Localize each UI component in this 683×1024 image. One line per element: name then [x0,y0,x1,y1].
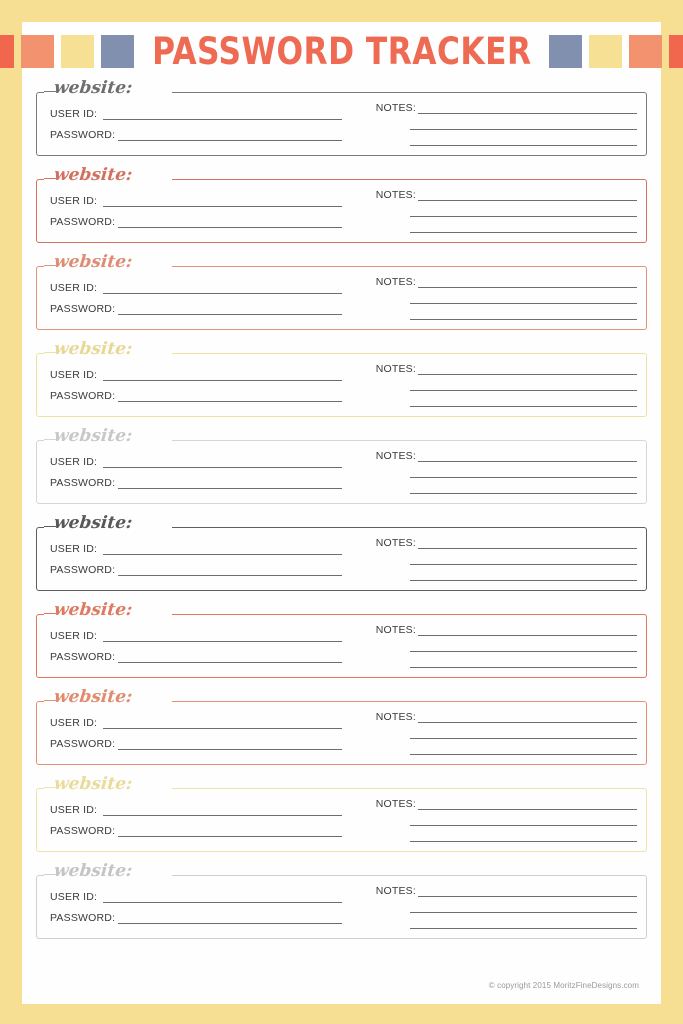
user-id-field-row [50,892,354,903]
password-field-row [50,826,354,837]
notes-column [354,527,647,591]
notes-column [354,353,647,417]
password-entry-row [36,863,647,939]
notes-line-row [376,658,637,668]
credentials-column [36,527,354,591]
password-entry-row [36,515,647,591]
user-id-write-line[interactable] [103,632,342,642]
website-label: website: [53,600,134,620]
website-label: website: [53,774,134,794]
user-id-write-line[interactable] [103,806,342,816]
notes-line-row [376,745,637,755]
notes-line-row [376,712,637,723]
entry-content [36,788,647,852]
user-id-write-line[interactable] [103,110,342,120]
notes-line-row [376,729,637,739]
user-id-field-row [50,805,354,816]
notes-line-row [376,555,637,565]
password-write-line[interactable] [118,566,342,576]
header-squares-left [0,35,134,68]
notes-write-line[interactable] [410,310,637,320]
square-yellow [589,35,622,68]
header-squares-right [549,35,683,68]
website-label: website: [53,426,134,446]
user-id-field-row [50,370,354,381]
password-field-row [50,565,354,576]
notes-label: NOTES: [375,189,417,201]
password-label: PASSWORD: [50,738,116,750]
credentials-column [36,788,354,852]
entry-content [36,353,647,417]
user-id-label: USER ID: [50,369,98,381]
square-yellow [61,35,94,68]
user-id-label: USER ID: [50,717,98,729]
user-id-field-row [50,457,354,468]
entry-content [36,179,647,243]
password-write-line[interactable] [118,827,342,837]
notes-write-line[interactable] [418,191,637,201]
notes-label: NOTES: [375,885,417,897]
notes-line-row [376,136,637,146]
user-id-field-row [50,196,354,207]
password-write-line[interactable] [118,218,342,228]
user-id-field-row [50,718,354,729]
password-entry-row [36,167,647,243]
square-salmon [21,35,54,68]
notes-write-line[interactable] [410,294,637,304]
notes-line-row [376,816,637,826]
password-field-row [50,391,354,402]
credentials-column [36,875,354,939]
credentials-column [36,353,354,417]
notes-label: NOTES: [375,711,417,723]
user-id-field-row [50,544,354,555]
notes-label: NOTES: [375,363,417,375]
website-label: website: [53,252,134,272]
password-write-line[interactable] [118,479,342,489]
page-header [22,22,661,80]
notes-line-row [376,397,637,407]
copyright-notice: © copyright 2015 MoritzFineDesigns.com [488,981,639,990]
user-id-label: USER ID: [50,891,98,903]
notes-write-line[interactable] [410,381,637,391]
password-entry-row [36,602,647,678]
user-id-write-line[interactable] [103,284,342,294]
notes-line-row [376,642,637,652]
notes-write-line[interactable] [418,104,637,114]
credentials-column [36,179,354,243]
notes-write-line[interactable] [418,365,637,375]
notes-write-line[interactable] [418,800,637,810]
notes-label: NOTES: [375,798,417,810]
user-id-write-line[interactable] [103,545,342,555]
notes-column [354,92,647,156]
website-label: website: [53,339,134,359]
entry-content [36,266,647,330]
password-field-row [50,652,354,663]
entry-content [36,92,647,156]
password-entry-row [36,80,647,156]
password-write-line[interactable] [118,305,342,315]
credentials-column [36,92,354,156]
user-id-label: USER ID: [50,543,98,555]
notes-write-line[interactable] [410,919,637,929]
password-entry-row [36,341,647,417]
website-label: website: [53,687,134,707]
user-id-write-line[interactable] [103,893,342,903]
notes-line-row [376,484,637,494]
password-write-line[interactable] [118,392,342,402]
square-red-orange [669,35,683,68]
password-label: PASSWORD: [50,912,116,924]
notes-label: NOTES: [375,276,417,288]
notes-line-row [376,310,637,320]
notes-column [354,614,647,678]
notes-write-line[interactable] [410,642,637,652]
notes-column [354,440,647,504]
notes-write-line[interactable] [410,136,637,146]
square-red-orange [0,35,14,68]
password-entry-row [36,428,647,504]
password-entry-row [36,689,647,765]
website-label: website: [53,513,134,533]
notes-write-line[interactable] [418,887,637,897]
entry-content [36,614,647,678]
user-id-write-line[interactable] [103,719,342,729]
user-id-label: USER ID: [50,195,98,207]
user-id-label: USER ID: [50,456,98,468]
password-label: PASSWORD: [50,825,116,837]
password-field-row [50,478,354,489]
password-field-row [50,304,354,315]
notes-write-line[interactable] [418,539,637,549]
notes-line-row [376,538,637,549]
notes-line-row [376,625,637,636]
password-write-line[interactable] [118,653,342,663]
notes-write-line[interactable] [410,120,637,130]
notes-write-line[interactable] [410,207,637,217]
notes-write-line[interactable] [410,484,637,494]
user-id-label: USER ID: [50,630,98,642]
page-title: PASSWORD TRACKER [151,29,532,73]
printable-sheet [22,22,661,1004]
notes-line-row [376,190,637,201]
password-write-line[interactable] [118,914,342,924]
notes-line-row [376,799,637,810]
notes-column [354,266,647,330]
website-label: website: [53,861,134,881]
notes-line-row [376,207,637,217]
entries-list [22,80,661,939]
user-id-label: USER ID: [50,282,98,294]
user-id-label: USER ID: [50,804,98,816]
notes-column [354,788,647,852]
password-field-row [50,130,354,141]
website-label: website: [53,78,134,98]
notes-line-row [376,364,637,375]
password-label: PASSWORD: [50,651,116,663]
user-id-write-line[interactable] [103,371,342,381]
credentials-column [36,440,354,504]
password-write-line[interactable] [118,740,342,750]
square-slate-blue [549,35,582,68]
notes-write-line[interactable] [410,903,637,913]
notes-write-line[interactable] [410,468,637,478]
credentials-column [36,266,354,330]
notes-line-row [376,451,637,462]
notes-line-row [376,468,637,478]
user-id-field-row [50,631,354,642]
password-write-line[interactable] [118,131,342,141]
notes-column [354,875,647,939]
website-label: website: [53,165,134,185]
notes-line-row [376,294,637,304]
entry-content [36,701,647,765]
notes-line-row [376,832,637,842]
credentials-column [36,701,354,765]
user-id-label: USER ID: [50,108,98,120]
notes-write-line[interactable] [410,223,637,233]
password-label: PASSWORD: [50,390,116,402]
square-salmon [629,35,662,68]
entry-content [36,440,647,504]
notes-line-row [376,571,637,581]
credentials-column [36,614,354,678]
notes-write-line[interactable] [410,658,637,668]
password-label: PASSWORD: [50,216,116,228]
notes-column [354,179,647,243]
notes-line-row [376,886,637,897]
notes-write-line[interactable] [418,713,637,723]
notes-write-line[interactable] [418,626,637,636]
notes-write-line[interactable] [418,452,637,462]
notes-write-line[interactable] [410,832,637,842]
password-label: PASSWORD: [50,303,116,315]
notes-line-row [376,103,637,114]
notes-write-line[interactable] [410,571,637,581]
notes-write-line[interactable] [410,555,637,565]
notes-label: NOTES: [375,537,417,549]
user-id-field-row [50,109,354,120]
notes-line-row [376,223,637,233]
password-field-row [50,913,354,924]
notes-column [354,701,647,765]
user-id-field-row [50,283,354,294]
password-label: PASSWORD: [50,129,116,141]
notes-label: NOTES: [375,102,417,114]
notes-line-row [376,381,637,391]
notes-write-line[interactable] [410,745,637,755]
notes-write-line[interactable] [410,729,637,739]
user-id-write-line[interactable] [103,458,342,468]
notes-line-row [376,919,637,929]
notes-line-row [376,903,637,913]
entry-content [36,875,647,939]
password-entry-row [36,776,647,852]
square-slate-blue [101,35,134,68]
password-entry-row [36,254,647,330]
notes-line-row [376,120,637,130]
notes-write-line[interactable] [418,278,637,288]
entry-content [36,527,647,591]
user-id-write-line[interactable] [103,197,342,207]
password-label: PASSWORD: [50,564,116,576]
password-field-row [50,739,354,750]
notes-label: NOTES: [375,624,417,636]
password-label: PASSWORD: [50,477,116,489]
notes-label: NOTES: [375,450,417,462]
notes-line-row [376,277,637,288]
notes-write-line[interactable] [410,816,637,826]
password-field-row [50,217,354,228]
notes-write-line[interactable] [410,397,637,407]
